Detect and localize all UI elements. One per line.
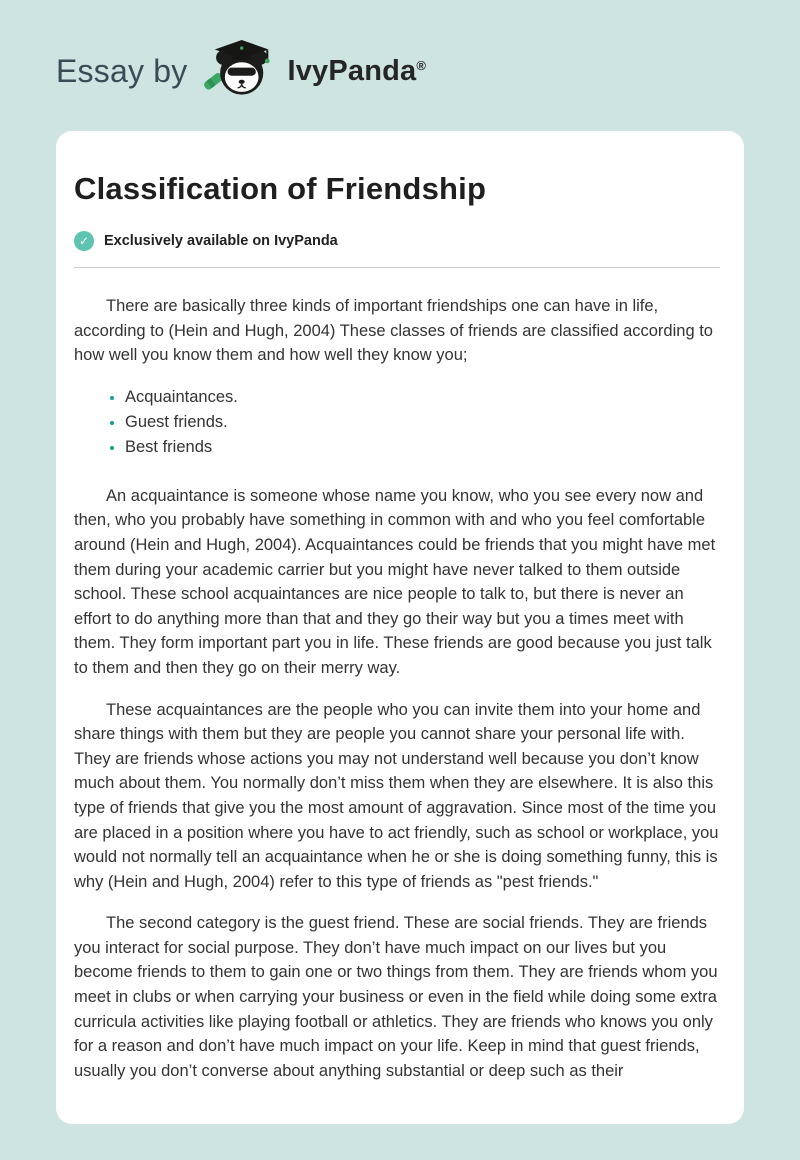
list-item: • Acquaintances. — [125, 385, 720, 410]
ivypanda-logo[interactable] — [201, 38, 426, 105]
paragraph: The second category is the guest friend. These are social friends. They are friends you interact for social purpose. They don’t have much impact on our lives but you become friends to them to gain one or two things from them. They are friends whom you meet in clubs or when carrying your business or even in the field while doing some extra curricula activities like playing football or athletics. They are friends who knows you only for a reason and don’t have much impact on your life. Keep in mind that guest friends, usually you don’t converse about anything substantial or deep such as their — [74, 914, 718, 1080]
registered-mark: ® — [416, 58, 427, 73]
exclusive-badge-label: Exclusively available on IvyPanda — [104, 233, 338, 249]
divider — [74, 267, 720, 268]
list-item: • Best friends — [125, 435, 720, 460]
panda-graduation-cap-icon — [201, 38, 277, 105]
site-header — [0, 0, 800, 131]
exclusive-badge — [74, 231, 720, 251]
list-item: • Guest friends. — [125, 410, 720, 435]
paragraph: An acquaintance is someone whose name you know, who you see every now and then, who you probably have something in common with and who you feel comfortable around (Hein and Hugh, 2004). Acquaintances could be friends that you might have met them during your academic carrier but you might have never talked to them outside school. These school acquaintances are nice people to talk to, but there is never an effort to do anything more than that and they go their way but you a times meet with them. They form important part you in life. These friends are good because you just talk to them and then they go on their merry way. — [74, 486, 716, 677]
essay-by-label: Essay by — [56, 53, 188, 89]
paragraph: These acquaintances are the people who you can invite them into your home and share things with them but they are people you cannot share your personal life with. They are friends whose actions you may not understand well because you don’t know much about them. You normally don’t miss them when they are elsewhere. It is also this type of friends that give you the most amount of aggravation. Since most of the time you are placed in a position where you have to act friendly, such as school or workplace, you would not normally tell an acquaintance when he or she is doing something funny, this is why (Hein and Hugh, 2004) refer to this type of friends as "pest friends." — [74, 700, 719, 891]
essay-body — [74, 294, 720, 1083]
friend-types-list — [74, 385, 720, 460]
brand-name: IvyPanda® — [287, 55, 427, 87]
paragraph: There are basically three kinds of important friendships one can have in life, according to (Hein and Hugh, 2004) These classes of friends are classified according to how well you know them and how well they know you; — [74, 297, 713, 365]
page-title: Classification of Friendship — [74, 171, 487, 206]
checkmark-icon: ✓ — [74, 231, 94, 251]
essay-card — [56, 131, 744, 1124]
